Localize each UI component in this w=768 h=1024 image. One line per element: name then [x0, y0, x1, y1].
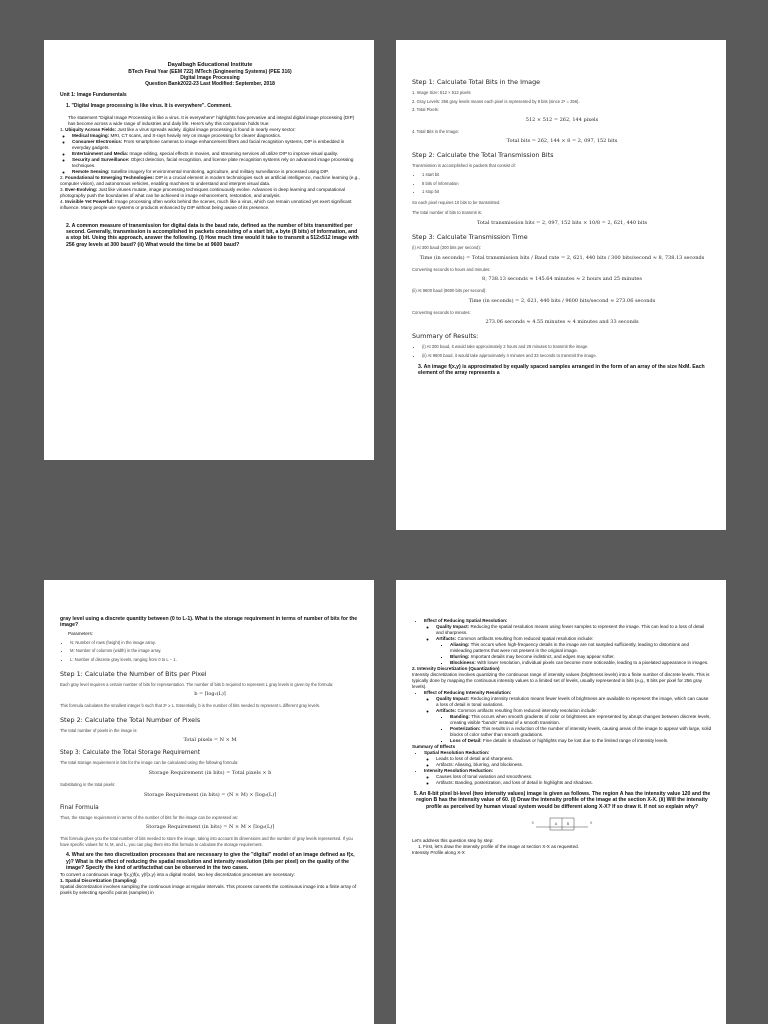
equation: Total transmission bits = 2, 097, 152 bits × 10/8 = 2, 621, 440 bits	[476, 219, 648, 226]
step-3-heading: Step 3: Calculate the Total Storage Requirement	[60, 750, 200, 757]
step-1-item: 1. Image Size: 512 × 512 pixels	[412, 90, 471, 95]
sub-list	[436, 642, 712, 666]
equation: b = ⌈log₂(L)⌉	[194, 691, 226, 698]
question-3: 3. An image f(x,y) is approximated by equally spaced samples arranged in the form of an array of the size NxM. Each element of the array represents a	[418, 363, 705, 376]
sub-list	[436, 714, 712, 744]
region-a-label: A	[554, 822, 557, 827]
list-item: ◦ Entertainment and Media: Image editing, special effects in movies, and streaming services all utilize DIP to improve visual quality.	[72, 151, 360, 157]
list-item: ▪ Blurring: Important details may become indistinct, and edges may appear softer.	[450, 654, 712, 660]
list-item: ▪ Posterization: This results in a reduction of the number of intensity levels, causing areas of the image to appear with large, solid blocks of color rather than smooth gradations.	[450, 726, 712, 738]
document-page-4	[396, 580, 726, 1024]
step-1-item: 3. Total Pixels:	[412, 107, 439, 113]
step-3-text: The total storage requirement in bits for the image can be calculated using the following formula:	[60, 760, 239, 766]
q5-answer: 1. First, let's draw the intensity profile of the image at section X-X as requested.	[418, 843, 579, 849]
spatial-effects-list	[412, 618, 712, 666]
step-2-note: The total number of bits to transmit is:	[412, 210, 483, 216]
question-2: 2. A common measure of transmission for digital data is the baud rate, defined as the number of bits transmitted per second. Generally, transmission is accomplished in packets consisting of a start bit, a byte (8 bits) of information, and a stop bit. Using this approach, answer the following. (i) How much time would it take to transmit a 512x512 image with 256 gray levels at 300 baud? (ii) What would the time be at 9600 baud?	[66, 222, 359, 248]
equation: Storage Requirement (in bits) = N × M × ⌈log₂(L)⌉	[145, 824, 275, 831]
list-item: 3. Ever-Evolving: Just like viruses mutate, image processing techniques continuously evolve. Advances in deep learning and computational photography push the boundaries of what can be achieved in image enhancement, restoration, and analysis.	[60, 186, 345, 198]
step-3-note: Converting seconds to hours and minutes:	[412, 266, 491, 272]
equation: Total pixels = N × M	[183, 737, 237, 744]
step-1-item: 2. Gray Levels: 256 gray levels means each pixel is represented by 8 bits (since 2⁸ = 256).	[412, 98, 580, 104]
summary-heading: Summary of Results:	[412, 332, 479, 341]
list-item: ◦ Consumer Electronics: From smartphone cameras to image enhancement filters and facial recognition systems, DIP is embedded in everyday gadgets.	[72, 139, 360, 151]
equation: 8, 738.13 seconds ≈ 145.64 minutes ≈ 2 hours and 25 minutes	[482, 276, 642, 283]
list-item: ▪ Blockiness: With lower resolution, individual pixels can become more noticeable, leading to a pixelated appearance in images.	[450, 660, 712, 666]
step-2-note: So each pixel requires 10 bits to be transmitted.	[412, 199, 501, 205]
summary-list	[412, 344, 712, 358]
list-item: 2. Foundational to Emerging Technologies: DIP is a crucial element in modern technologies such as artificial intelligence, machine learning (e.g., computer vision), and autonomous vehicles, enabling machines to understand and interpret visual data.	[60, 174, 360, 186]
step-1-item: 4. Total Bits in the Image:	[412, 128, 459, 134]
course-title: BTech Final Year (EEM 722) /MTech (Engineering Systems) (PEE 316)	[128, 68, 292, 75]
step-3-case: (i) At 300 baud (300 bits per second):	[412, 244, 481, 250]
question-3-continued: gray level using a discrete quantity between (0 to L-1). What is the storage requirement in terms of number of bits for the image?	[60, 616, 358, 629]
step-2-text: The total number of pixels in the image is:	[60, 727, 138, 733]
list-item: • M: Number of columns (width) in the image array.	[70, 648, 360, 654]
q5-answer: Let's address this question step by step:	[412, 837, 494, 843]
list-item: • 1 stop bit	[422, 189, 712, 195]
list-item: ◦ Artifacts: Aliasing, blurring, and blockiness.	[436, 762, 712, 768]
equation: 273.06 seconds ≈ 4.55 minutes ≈ 4 minutes and 33 seconds	[485, 319, 639, 326]
step-3-heading: Step 3: Calculate Transmission Time	[412, 232, 528, 241]
summary-list	[412, 750, 712, 786]
list-item: ◦ Artifacts: Common artifacts resulting from reduced intensity resolution include: ▪ Banding: This occurs when smooth gradients of color or brightness are represented by abrupt changes between discrete levels, creating visible "bands" instead of a smooth transition. ▪ Posterization: This results in a reduction of the number of intensity levels, causing areas of the image to appear with large, solid blocks of color rather than smooth gradations. ▪ Loss of Detail: Fine details in shadows or highlights may be lost due to the limited range of intensity levels.	[436, 708, 712, 744]
list-item: • N: Number of rows (height) in the image array.	[70, 640, 360, 646]
q5-answer: Intensity Profile along X-X	[412, 849, 465, 855]
equation: Time (in seconds) = Total transmission bits / Baud rate = 2, 621, 440 bits / 300 bits/second ≈ 8, 738.13 seconds	[419, 254, 705, 261]
list-item: ▪ Loss of Detail: Fine details in shadows or highlights may be lost due to the limited range of intensity levels.	[450, 738, 712, 744]
step-2-intro: Transmission is accomplished in packets that consist of:	[412, 163, 516, 169]
sub-list	[424, 624, 712, 666]
step-1-text: Each gray level requires a certain number of bits for representation. The number of bits b required to represent L gray levels is given by the formula:	[60, 681, 334, 687]
region-b-label: B	[566, 822, 570, 827]
section-heading: 2. Intensity Discretization (Quantization)	[412, 666, 500, 671]
sub-list	[60, 133, 360, 175]
step-2-heading: Step 2: Calculate the Total Number of Pixels	[60, 715, 201, 724]
question-1: 1. "Digital Image processing is like virus. It is everywhere". Comment.	[66, 103, 232, 110]
step-3-note: Converting seconds to minutes:	[412, 309, 471, 315]
institute-name: Dayalbagh Educational Institute	[167, 62, 253, 68]
list-item: ◦ Causes loss of tonal variation and smoothness.	[436, 774, 712, 780]
intensity-effects-list	[412, 690, 712, 744]
step-2-heading: Step 2: Calculate the Total Transmission Bits	[412, 151, 554, 160]
list-item: • L: Number of discrete gray levels, ranging from 0 to L − 1.	[70, 657, 360, 663]
section-text: Intensity discretization involves quantizing the continuous range of intensity values (brightness levels) into a finite number of discrete levels. This is typically done by mapping the continuous intensity values to a limited set of levels, usually represented in bits (e.g., 8 bits per pixel for 256 gray levels).	[412, 672, 710, 689]
summary-heading: Summary of Effects	[412, 744, 456, 749]
section-label-x1: X	[531, 821, 534, 826]
list-item: ▪ Banding: This occurs when smooth gradients of color or brightness are represented by abrupt changes between discrete levels, creating visible "bands" instead of a smooth transition.	[450, 714, 712, 726]
step-1-text: This formula calculates the smallest integer b such that 2ᵇ ≥ L. Essentially, b is the number of bits needed to represent L different gray levels.	[60, 703, 321, 709]
list-item: • Effect of Reducing Intensity Resolution: ◦ Quality Impact: Reducing intensity resolution means fewer levels of brightness are available to represent the image, which can cause a loss of detail in tonal variations. ◦ Artifacts: Common artifacts resulting from reduced intensity resolution include: ▪ Banding: This occurs when smooth gradients of color or brightness are represented by abrupt changes between discrete levels, creating visible "bands" instead of a smooth transition. ▪ Posterization: This results in a reduction of the number of intensity levels, causing areas of the image to appear with large, solid blocks of color rather than smooth gradations. ▪ Loss of Detail: Fine details in shadows or highlights may be lost due to the limited range of intensity levels.	[424, 690, 712, 744]
question-4: 4. What are the two discretization processes that are necessary to give the "digital" model of an image defined as f(x, y)? What is the effect of reducing the spatial resolution and intensity resolution (bits per pixel) on the quality of the image? Specify the kind of artifactsthat can be observed in the two cases.	[66, 852, 355, 872]
list-item: ▪ Aliasing: This occurs when high-frequency details in the image are not sampled sufficiently, leading to distortions and misleading patterns that were not present in the original image.	[450, 642, 712, 654]
final-formula-heading: Final Formula	[60, 804, 99, 811]
list-item: • (ii) At 9600 baud, it would take approximately 4 minutes and 33 seconds to transmit the image.	[422, 353, 712, 359]
section-label-x2: X	[590, 821, 593, 826]
equation: Storage Requirement (in bits) = (N × M) × ⌈log₂(L)⌉	[143, 791, 277, 798]
final-formula-text: Thus, the storage requirement in terms of the number of bits for the image can be expressed as:	[60, 814, 239, 820]
subject-title: Digital Image Processing	[180, 74, 240, 81]
document-page-1	[44, 40, 374, 460]
list-item: • 8 bits of information	[422, 181, 712, 187]
sub-list	[424, 696, 712, 744]
q4-answer: To convert a continuous image f(x,y)f(x, y)f(x,y) into a digital model, two key discretization processes are necessary:	[60, 871, 295, 877]
list-item: • Effect of Reducing Spatial Resolution: ◦ Quality Impact: Reducing the spatial resolution means using fewer samples to represent the image. This can lead to a loss of detail and sharpness. ◦ Artifacts: Common artifacts resulting from reduced spatial resolution include: ▪ Aliasing: This occurs when high-frequency details in the image are not sampled sufficiently, leading to distortions and misleading patterns that were not present in the original image. ▪ Blurring: Important details may become indistinct, and edges may appear softer. ▪ Blockiness: With lower resolution, individual pixels can become more noticeable, leading to a pixelated appearance in images.	[424, 618, 712, 666]
equation: 512 × 512 = 262, 144 pixels	[525, 116, 599, 123]
question-5: 5. An 8-bit pixel bi-level (two intensity values) image is given as follows. The region A has the intensity value 120 and the region B has the intensity value of 60. (i) Draw the intensity profile of the image at the section X-X. (ii) Will the intensity profile as perceived by human visual system would be different along X-X? If so draw it. If not so explain why?	[413, 791, 711, 810]
list-item: ◦ Quality Impact: Reducing intensity resolution means fewer levels of brightness are available to represent the image, which can cause a loss of detail in tonal variations.	[436, 696, 712, 708]
list-item: ◦ Quality Impact: Reducing the spatial resolution means using fewer samples to represent the image. This can lead to a loss of detail and sharpness.	[436, 624, 712, 636]
list-item: • Spatial Resolution Reduction: ◦ Leads to loss of detail and sharpness. ◦ Artifacts: Aliasing, blurring, and blockiness.	[424, 750, 712, 768]
q4-answer: Spatial discretization involves sampling the continuous image at regular intervals. This process converts the continuous image into a finite array of pixels by selecting specific points (samples) in	[60, 883, 357, 895]
list-item: ◦ Artifacts: Common artifacts resulting from reduced spatial resolution include: ▪ Aliasing: This occurs when high-frequency details in the image are not sampled sufficiently, leading to distortions and misleading patterns that were not present in the original image. ▪ Blurring: Important details may become indistinct, and edges may appear softer. ▪ Blockiness: With lower resolution, individual pixels can become more noticeable, leading to a pixelated appearance in images.	[436, 636, 712, 666]
parameter-list	[60, 640, 360, 663]
equation: Time (in seconds) = 2, 621, 440 bits / 9600 bits/second ≈ 273.06 seconds	[468, 297, 656, 304]
q1-answer-list	[60, 127, 360, 211]
question-bank-line: Question Bank2022-23 Last Modified: September, 2018	[145, 81, 275, 87]
list-item: ◦ Remote Sensing: Satellite imagery for environmental monitoring, agriculture, and military surveillance is processed using DIP.	[72, 169, 360, 175]
list-item: ◦ Medical Imaging: MRI, CT scans, and X-rays heavily rely on image processing for clearer diagnostics.	[72, 133, 360, 139]
equation: Total bits = 262, 144 × 8 = 2, 097, 152 bits	[506, 138, 618, 145]
sub-list	[424, 756, 712, 768]
list-item: • Intensity Resolution Reduction: ◦ Causes loss of tonal variation and smoothness. ◦ Artifacts: Banding, posterization, and loss of detail in highlights and shadows.	[424, 768, 712, 786]
q4-answer-heading: 1. Spatial Discretization (Sampling)	[60, 877, 137, 883]
unit-heading: Unit 1: Image Fundamentals	[60, 92, 127, 99]
region-labels	[412, 822, 712, 828]
sub-list	[424, 774, 712, 786]
document-page-2	[396, 40, 726, 530]
list-item: ◦ Leads to loss of detail and sharpness.	[436, 756, 712, 762]
step-3-case: (ii) At 9600 baud (9600 bits per second):	[412, 288, 487, 294]
equation: Storage Requirement (in bits) = Total pixels × b	[148, 769, 272, 776]
packet-list	[412, 172, 712, 195]
list-item: • 1 start bit	[422, 172, 712, 178]
list-item: 4. Invisible Yet Powerful: Image processing often works behind the scenes, much like a virus, which can remain unnoticed yet exert significant influence. Many people use systems or products enhanced by DIP without being aware of its presence.	[60, 198, 352, 210]
q1-intro: The statement "Digital Image Processing is like a virus. It is everywhere" highlights how pervasive and integral digital image processing (DIP) has become across a wide range of industries and daily life. Here's why this comparison holds true:	[68, 114, 355, 126]
list-item: 1. Ubiquity Across Fields: Just like a virus spreads widely, digital image processing is found in nearly every sector:	[60, 126, 296, 132]
step-3-text: Substituting in the total pixels:	[60, 781, 116, 787]
list-item: • (i) At 300 baud, it would take approximately 2 hours and 25 minutes to transmit the image.	[422, 344, 712, 350]
final-formula-text: This formula gives you the total number of bits needed to store the image, taking into account its dimensions and the number of gray levels represented. If you have specific values for N, M, and L, you can plug them into this formula to calculate the storage requirement.	[60, 836, 353, 847]
step-1-heading: Step 1: Calculate the Number of Bits per Pixel	[60, 669, 207, 678]
parameters-heading: Parameters:	[68, 630, 94, 636]
list-item: ◦ Security and Surveillance: Object detection, facial recognition, and license plate recognition systems rely on advanced image processing techniques.	[72, 157, 360, 169]
document-page-3	[44, 580, 374, 1024]
list-item: ◦ Artifacts: Banding, posterization, and loss of detail in highlights and shadows.	[436, 780, 712, 786]
step-1-heading: Step 1: Calculate Total Bits in the Image	[412, 78, 541, 86]
